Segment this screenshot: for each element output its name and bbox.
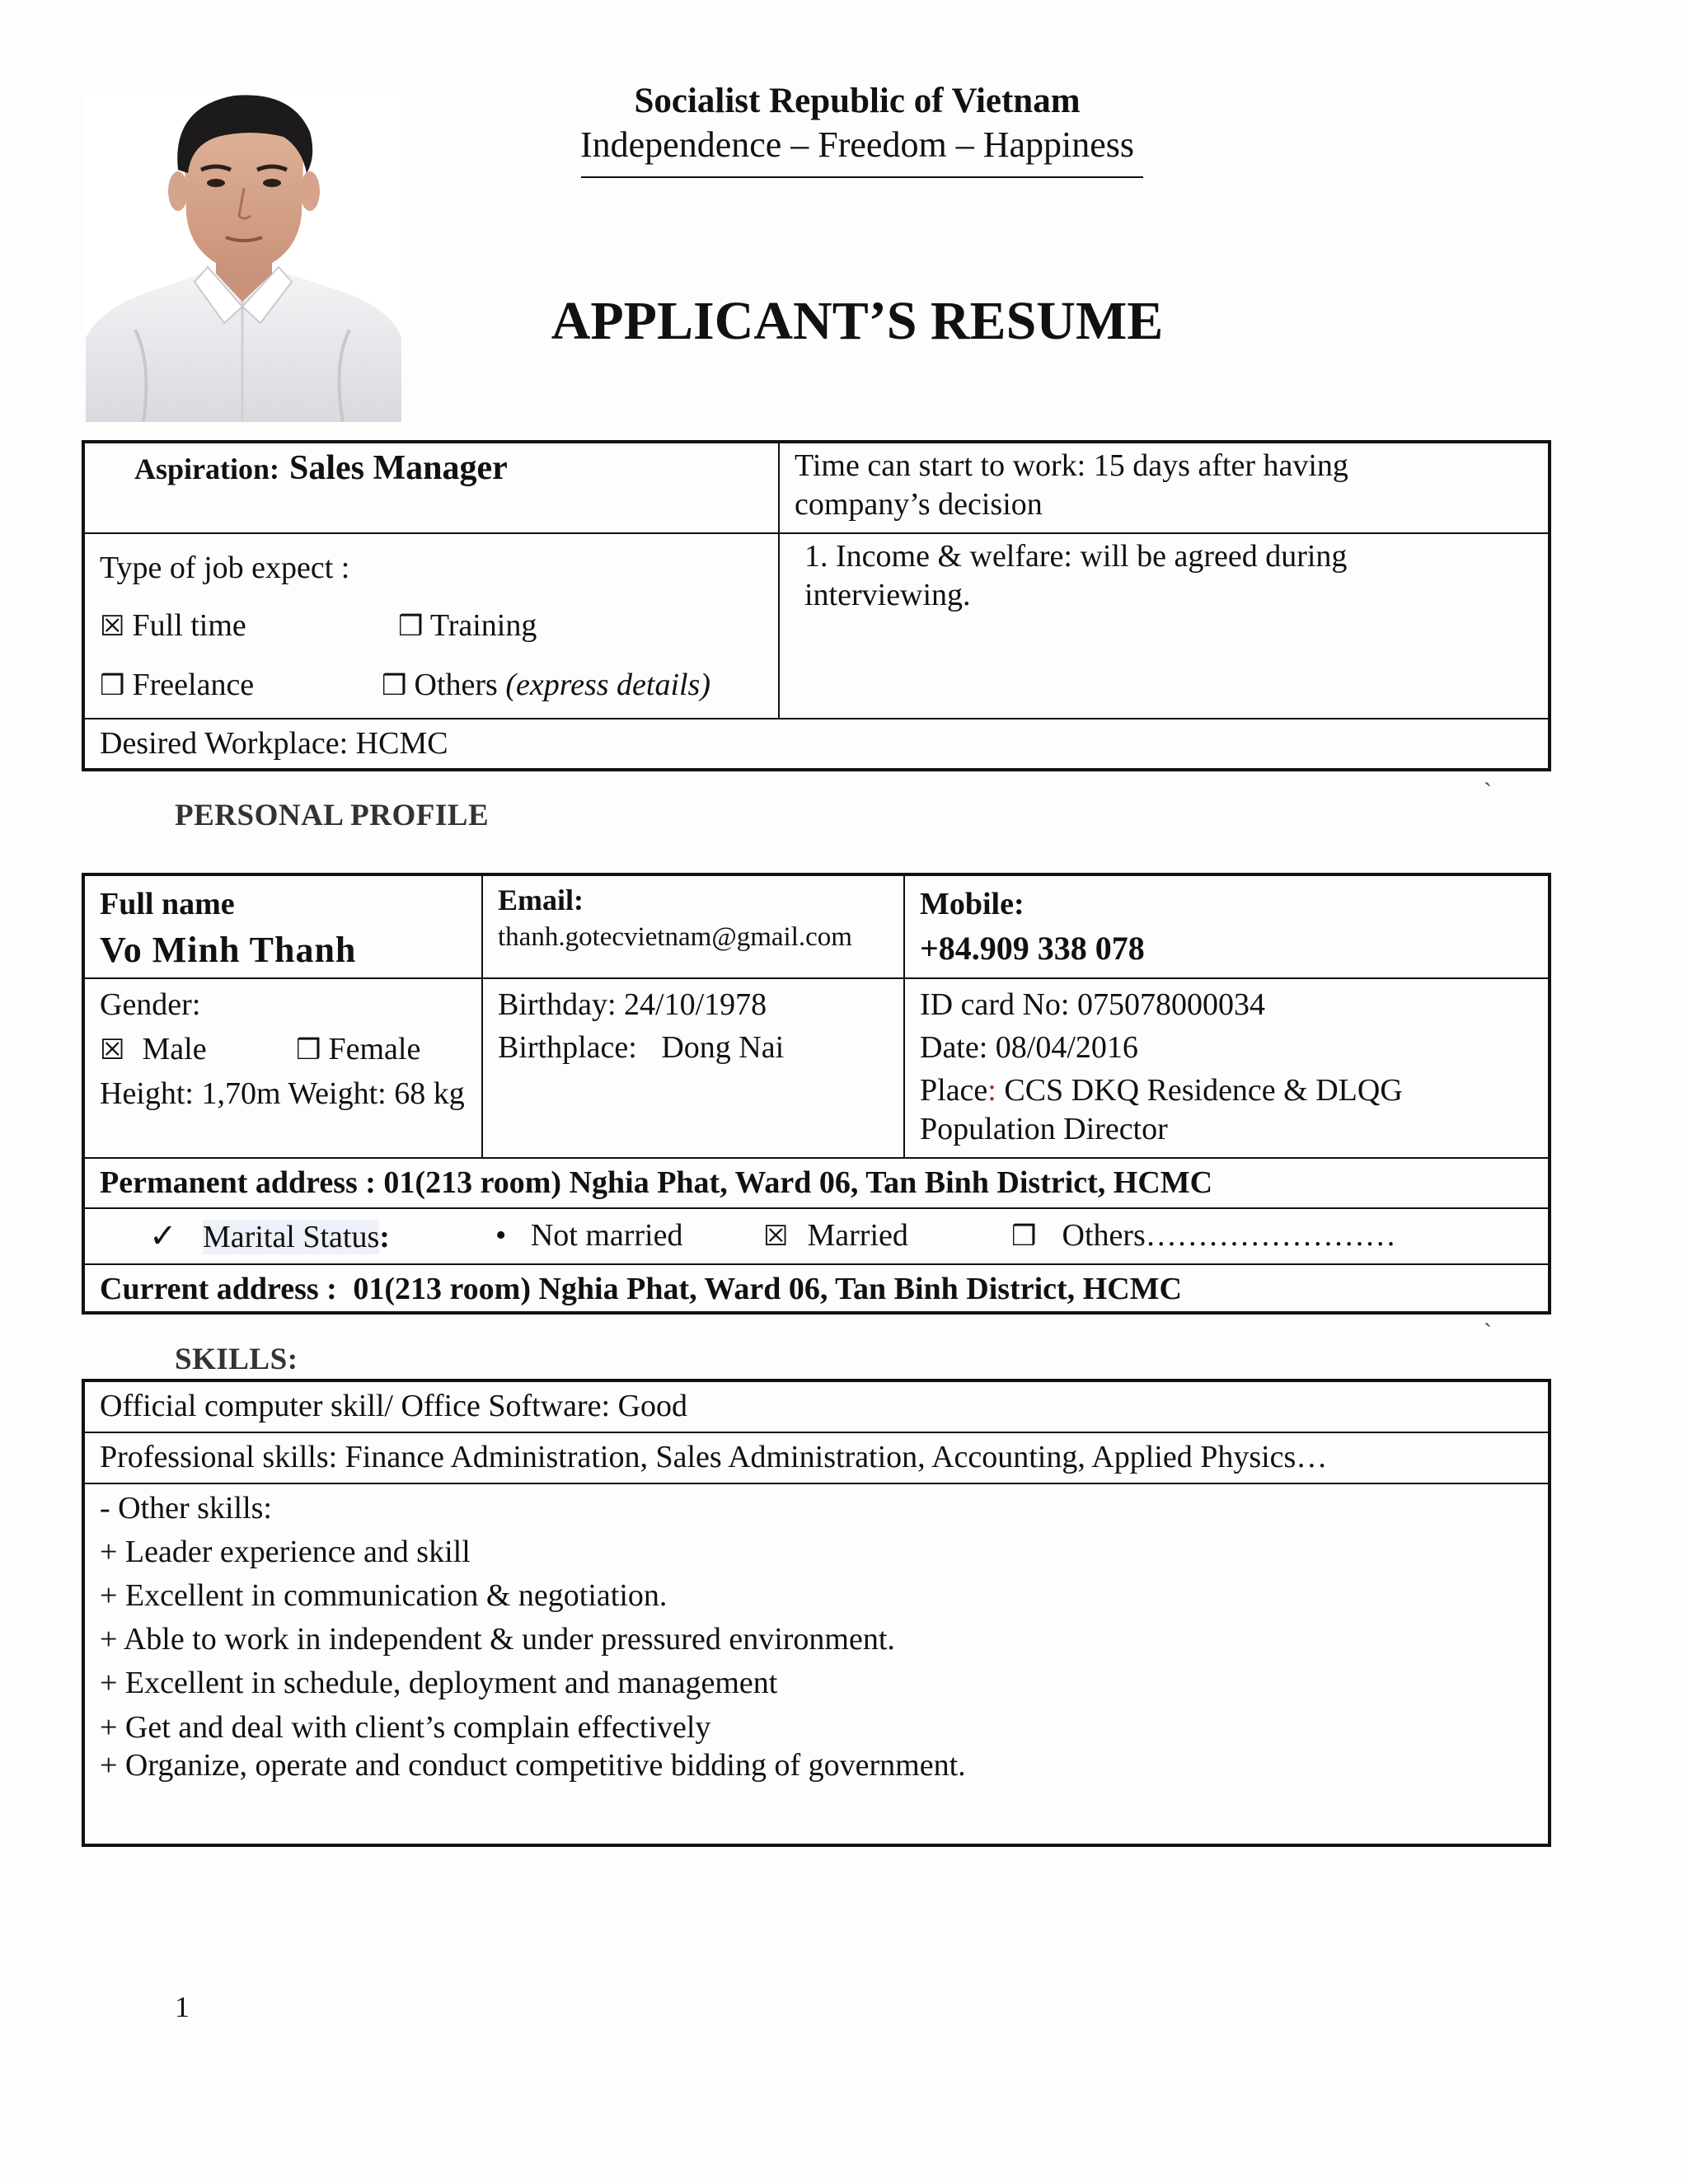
skills-heading: SKILLS: [175, 1343, 298, 1376]
option-label: Full time [132, 608, 246, 643]
permanent-address-cell [84, 1158, 1550, 1208]
checked-box-icon: ☒ [100, 1035, 125, 1066]
skill-item: + Get and deal with client’s complain effectively [100, 1710, 711, 1745]
job-type-cell [84, 533, 779, 719]
fullname-value: Vo Minh Thanh [100, 930, 357, 970]
option-others[interactable] [382, 666, 710, 705]
income-text: 1. Income & welfare: will be agreed during interviewing. [804, 539, 1348, 612]
computer-skill-cell [84, 1381, 1550, 1432]
id-card-cell [904, 978, 1550, 1158]
birthplace: Birthplace: Dong Nai [498, 1030, 785, 1065]
stray-mark: ` [1484, 1319, 1492, 1346]
id-card-place-value: CCS DKQ Residence & DLQG Population Director [920, 1073, 1403, 1146]
marital-label: Marital Status [203, 1220, 380, 1254]
option-full-time[interactable] [100, 607, 246, 646]
permanent-address: Permanent address : 01(213 room) Nghia Phat, Ward 06, Tan Binh District, HCMC [100, 1165, 1213, 1200]
skill-item: + Able to work in independent & under pressured environment. [100, 1622, 895, 1657]
page-number: 1 [175, 1990, 190, 2023]
motto-heading: Independence – Freedom – Happiness [579, 124, 1134, 165]
option-label: Others [414, 668, 498, 702]
skill-item: + Leader experience and skill [100, 1535, 471, 1569]
unchecked-box-icon: ❒ [382, 671, 407, 701]
start-time-text: Time can start to work: 15 days after having company’s decision [795, 448, 1348, 522]
income-cell [779, 533, 1550, 719]
email-cell [482, 875, 904, 978]
professional-skill: Professional skills: Finance Administration, Sales Administration, Accounting, Applied Physics… [100, 1440, 1328, 1474]
marital-status: ✓ Marital Status: [149, 1217, 390, 1254]
option-freelance[interactable] [100, 666, 254, 705]
unchecked-box-icon: ❒ [296, 1035, 321, 1066]
option-label: Training [429, 608, 537, 643]
workplace-cell [84, 719, 1550, 771]
other-skills-cell [84, 1483, 1550, 1845]
job-type-label: Type of job expect : [100, 551, 350, 585]
aspiration-value: Sales Manager [289, 449, 508, 487]
option-label: Freelance [132, 668, 255, 702]
other-skills-label: - Other skills: [100, 1491, 272, 1526]
mobile-label: Mobile: [920, 887, 1025, 921]
email-label: Email: [498, 883, 584, 916]
aspiration-label: Aspiration: [134, 452, 280, 485]
checkmark-icon: ✓ [149, 1217, 177, 1254]
stray-mark: ` [1484, 778, 1492, 805]
professional-skill-cell [84, 1432, 1550, 1483]
gender-male[interactable]: ☒ Male [100, 1030, 207, 1070]
gender-female[interactable]: ❒ Female [296, 1030, 420, 1070]
fullname-cell [84, 875, 482, 978]
unchecked-box-icon: ❒ [100, 671, 125, 701]
start-time-cell [779, 443, 1550, 533]
gender-label: Gender: [100, 987, 201, 1022]
unchecked-box-icon: ❒ [1011, 1221, 1037, 1252]
current-address: Current address : 01(213 room) Nghia Phat, Ward 06, Tan Binh District, HCMC [100, 1272, 1182, 1306]
job-table [83, 442, 1551, 771]
email-value: thanh.gotecvietnam@gmail.com [498, 922, 852, 952]
document-title: APPLICANT’S RESUME [551, 291, 1164, 351]
id-card-date: Date: 08/04/2016 [920, 1030, 1138, 1065]
unchecked-box-icon: ❒ [398, 612, 424, 642]
id-card-number: ID card No: 075078000034 [920, 987, 1265, 1022]
computer-skill: Official computer skill/ Office Software: Good [100, 1389, 688, 1423]
marital-married[interactable]: ☒ Married [763, 1216, 908, 1256]
skill-item: + Organize, operate and conduct competitive bidding of government. [100, 1748, 966, 1783]
marital-not-married[interactable]: • Not married [495, 1218, 683, 1253]
country-heading: Socialist Republic of Vietnam [634, 82, 1081, 120]
skill-item: + Excellent in communication & negotiation. [100, 1578, 668, 1613]
others-note: (express details) [505, 668, 711, 702]
aspiration-cell [84, 443, 779, 533]
checked-box-icon: ☒ [100, 612, 125, 642]
option-training[interactable] [398, 607, 537, 646]
workplace-text: Desired Workplace: HCMC [100, 726, 448, 761]
mobile-value: +84.909 338 078 [920, 930, 1145, 967]
checked-box-icon: ☒ [763, 1221, 789, 1252]
header-underline [581, 176, 1143, 178]
fullname-label: Full name [100, 887, 235, 921]
marital-cell [84, 1208, 1550, 1264]
bullet-icon: • [495, 1218, 507, 1253]
skills-table [83, 1380, 1551, 1846]
personal-table [83, 874, 1551, 1315]
current-address-cell [84, 1264, 1550, 1314]
skill-item: + Excellent in schedule, deployment and management [100, 1666, 778, 1700]
marital-others[interactable]: ❒ Others…………………… [1011, 1216, 1396, 1256]
birth-cell [482, 978, 904, 1158]
personal-profile-heading: PERSONAL PROFILE [175, 799, 490, 832]
mobile-cell [904, 875, 1550, 978]
height-weight: Height: 1,70m Weight: 68 kg [100, 1076, 465, 1111]
id-card-place: Place: CCS DKQ Residence & DLQG Population Director [920, 1073, 1403, 1146]
gender-cell [84, 978, 482, 1158]
birthday: Birthday: 24/10/1978 [498, 987, 767, 1022]
